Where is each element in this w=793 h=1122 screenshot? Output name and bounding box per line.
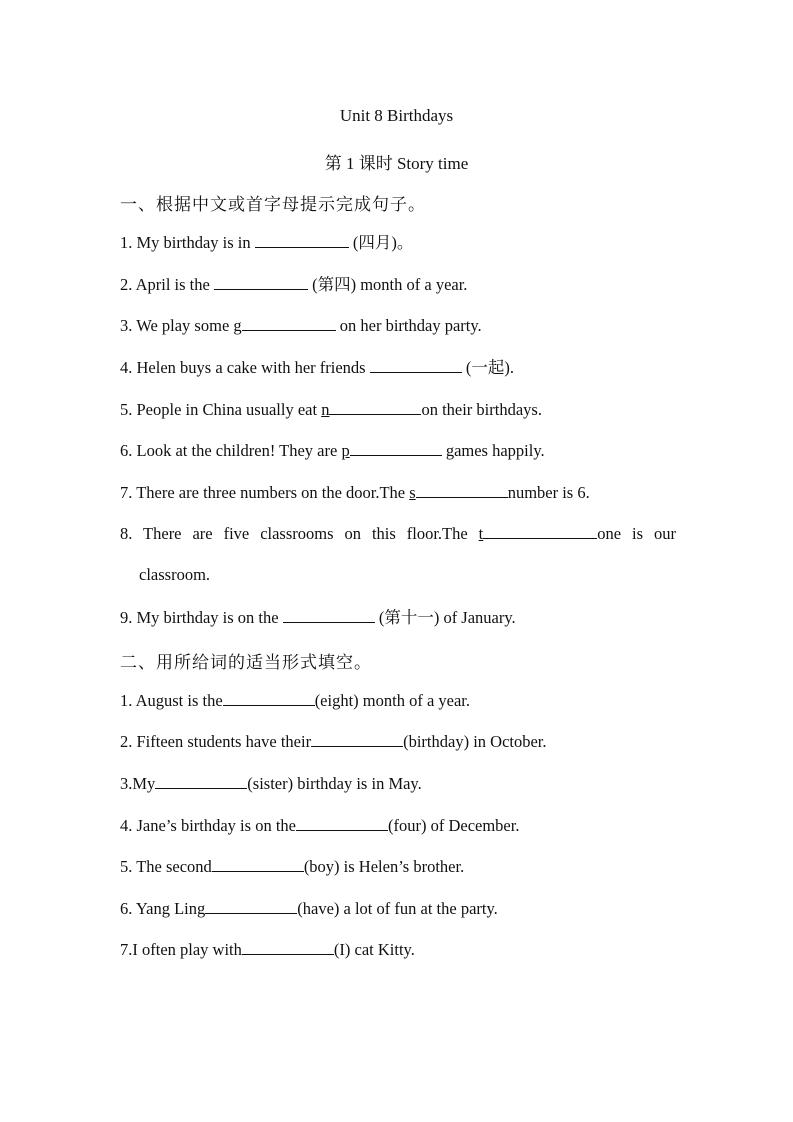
s1-question-9: 9. My birthday is on the (第十一) of January. [120, 608, 516, 627]
s1-question-2: 2. April is the (第四) month of a year. [120, 275, 468, 294]
answer-blank[interactable] [242, 938, 334, 955]
answer-blank[interactable] [370, 356, 462, 373]
answer-blank[interactable] [350, 439, 442, 456]
answer-blank[interactable] [214, 273, 308, 290]
answer-blank[interactable] [255, 231, 349, 248]
answer-blank[interactable] [329, 398, 421, 415]
answer-blank[interactable] [296, 814, 388, 831]
section2-heading: 二、用所给词的适当形式填空。 [120, 653, 372, 673]
answer-blank[interactable] [283, 606, 375, 623]
s2-question-1: 1. August is the (eight) month of a year. [120, 691, 471, 710]
answer-blank[interactable] [212, 855, 304, 872]
s2-question-7: 7.I often play with (I) cat Kitty. [120, 940, 415, 959]
s2-question-4: 4. Jane’s birthday is on the (four) of December. [120, 816, 520, 835]
s2-question-6: 6. Yang Ling (have) a lot of fun at the party. [120, 899, 498, 918]
s1-question-7: 7. There are three numbers on the door.The s number is 6. [120, 483, 590, 502]
s1-question-8-continuation: classroom. [139, 565, 211, 584]
answer-blank[interactable] [155, 772, 247, 789]
s1-question-8: 8. There are five classrooms on this floor.The t one is our [120, 524, 676, 543]
answer-blank[interactable] [205, 897, 297, 914]
page-subtitle: 第 1 课时 Story time [324, 154, 469, 173]
answer-blank[interactable] [223, 689, 315, 706]
s1-question-1: 1. My birthday is in (四月)。 [120, 233, 414, 252]
s2-question-3: 3.My (sister) birthday is in May. [120, 774, 422, 793]
s2-question-5: 5. The second (boy) is Helen’s brother. [120, 857, 465, 876]
answer-blank[interactable] [483, 522, 597, 539]
answer-blank[interactable] [416, 481, 508, 498]
answer-blank[interactable] [242, 314, 336, 331]
s1-question-6: 6. Look at the children! They are p games happily. [120, 441, 545, 460]
s1-question-5: 5. People in China usually eat n on their birthdays. [120, 400, 542, 419]
s1-question-3: 3. We play some g on her birthday party. [120, 316, 482, 335]
s2-question-2: 2. Fifteen students have their (birthday) in October. [120, 732, 547, 751]
s1-question-4: 4. Helen buys a cake with her friends (一起). [120, 358, 514, 377]
page-title: Unit 8 Birthdays [339, 106, 454, 125]
answer-blank[interactable] [311, 730, 403, 747]
section1-heading: 一、根据中文或首字母提示完成句子。 [120, 195, 426, 215]
